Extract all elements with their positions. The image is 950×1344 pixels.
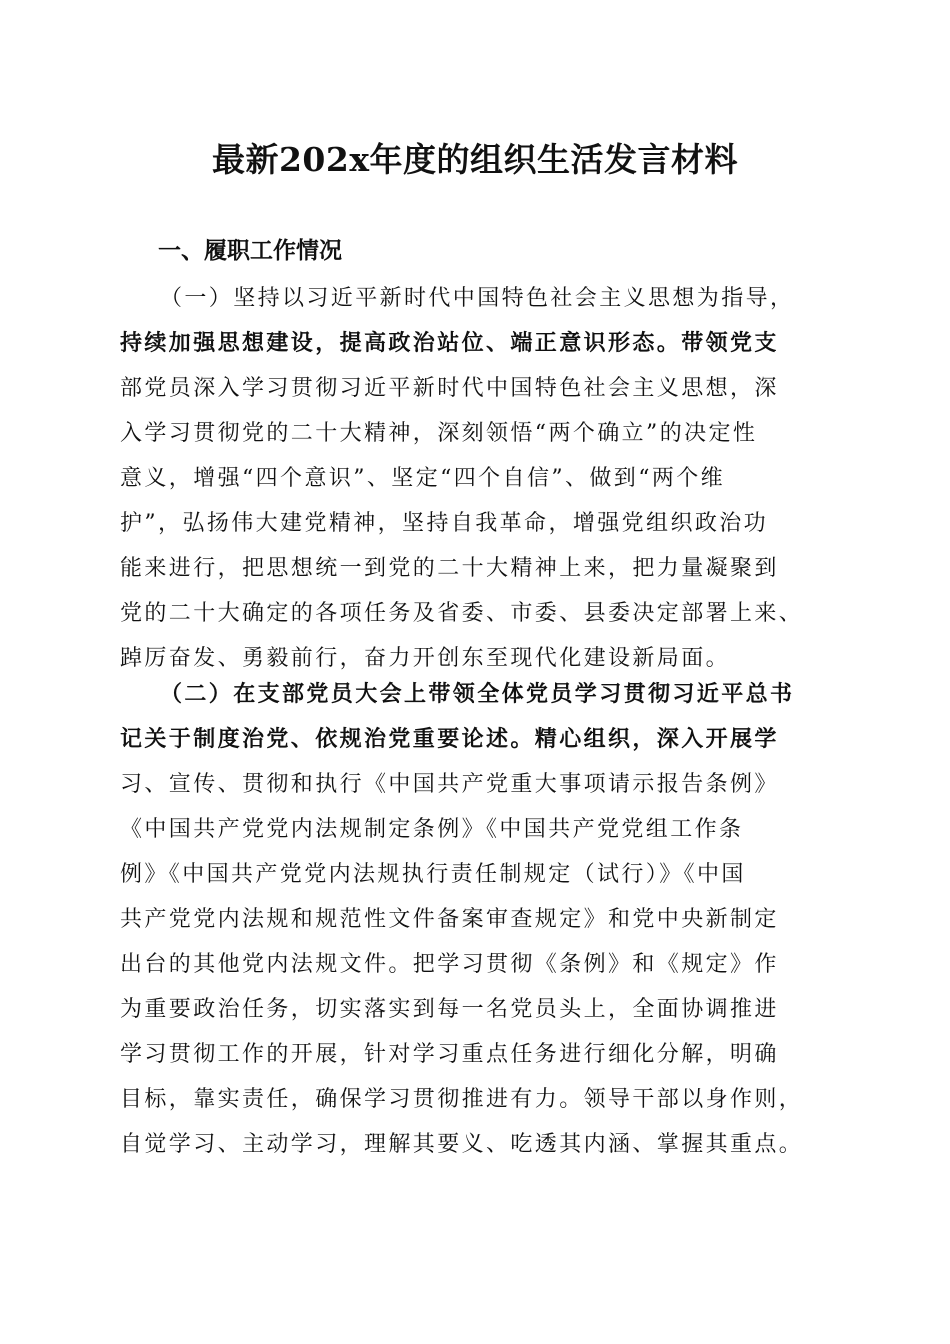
paragraph-1-line-2: 持续加强思想建设，提高政治站位、端正意识形态。带领党支	[120, 330, 779, 356]
paragraph-2	[120, 672, 840, 1167]
paragraph-1-line-5: 意义，增强“四个意识”、坚定“四个自信”、做到“两个维	[120, 466, 726, 491]
paragraph-2-line-9: 学习贯彻工作的开展，针对学习重点任务进行细化分解，明确	[120, 1042, 779, 1067]
paragraph-2-line-4: 《中国共产党党内法规制定条例》《中国共产党党组工作条	[120, 817, 744, 842]
paragraph-2-line-2: 记关于制度治党、依规治党重要论述。精心组织，深入开展学	[120, 726, 779, 752]
paragraph-1-line-1: （一）坚持以习近平新时代中国特色社会主义思想为指导，	[160, 286, 795, 311]
paragraph-1-line-7: 能来进行，把思想统一到党的二十大精神上来，把力量凝聚到	[120, 556, 779, 581]
paragraph-2-line-8: 为重要政治任务，切实落实到每一名党员头上，全面协调推进	[120, 997, 779, 1022]
paragraph-1-line-8: 党的二十大确定的各项任务及省委、市委、县委决定部署上来、	[120, 601, 804, 626]
section-heading: 一、履职工作情况	[158, 238, 342, 264]
paragraph-2-line-10: 目标，靠实责任，确保学习贯彻推进有力。领导干部以身作则，	[120, 1087, 804, 1112]
paragraph-2-line-11: 自觉学习、主动学习，理解其要义、吃透其内涵、掌握其重点。	[120, 1132, 804, 1157]
paragraph-2-line-3: 习、宣传、贯彻和执行《中国共产党重大事项请示报告条例》	[120, 772, 779, 797]
paragraph-1-line-4: 入学习贯彻党的二十大精神，深刻领悟“两个确立”的决定性	[120, 421, 758, 446]
paragraph-2-line-5: 例》《中国共产党党内法规执行责任制规定（试行）》《中国	[120, 862, 746, 887]
paragraph-2-line-7: 出台的其他党内法规文件。把学习贯彻《条例》和《规定》作	[120, 952, 779, 977]
document-title: 最新202x年度的组织生活发言材料	[211, 140, 739, 179]
paragraph-1-line-3: 部党员深入学习贯彻习近平新时代中国特色社会主义思想，深	[120, 376, 779, 401]
paragraph-1-line-6: 护”，弘扬伟大建党精神，坚持自我革命，增强党组织政治功	[120, 511, 769, 536]
paragraph-2-line-1: （二）在支部党员大会上带领全体党员学习贯彻习近平总书	[160, 681, 795, 707]
paragraph-2-line-6: 共产党党内法规和规范性文件备案审查规定》和党中央新制定	[120, 907, 779, 932]
paragraph-1	[120, 276, 840, 681]
paragraph-1-line-9: 踔厉奋发、勇毅前行，奋力开创东至现代化建设新局面。	[120, 646, 731, 671]
